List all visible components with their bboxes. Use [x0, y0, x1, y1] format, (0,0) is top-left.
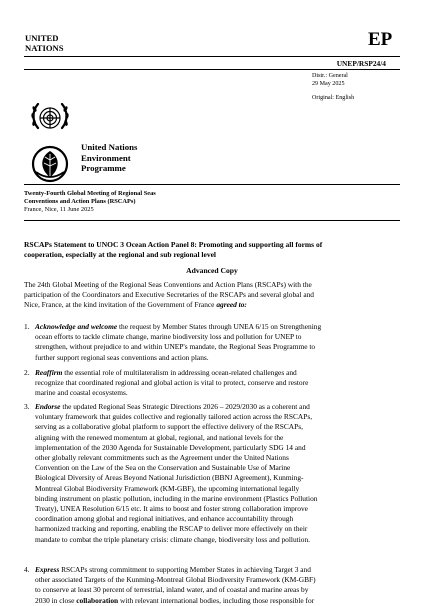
title-rule — [24, 220, 400, 221]
document-title: RSCAPs Statement to UNOC 3 Ocean Action Panel 8: Promoting and supporting all forms of cooperation, especially at the regional and sub regional level — [24, 240, 323, 259]
meeting-info: Twenty-Fourth Global Meeting of Regional Seas Conventions and Action Plans (RSCAPs) France, Nice, 11 June 2025 — [24, 190, 156, 213]
meeting-rule — [24, 184, 400, 185]
unep-name: United Nations Environment Programme — [81, 142, 138, 174]
un-emblem-icon — [28, 97, 72, 141]
header-rule — [24, 56, 400, 57]
list-item: 1. Acknowledge and welcome the request by Member States through UNEA 6/15 on Strengthening ocean efforts to tackle climate change, marine biodiversity loss and pollution for UNEP to strengthen, without prejudice to and within UNEP's mandate, the Regional Seas Programme to further support regional seas conventions and action plans. — [24, 322, 322, 362]
date: 29 May 2025 — [312, 80, 345, 87]
document-symbol: UNEP/RSP24/4 — [336, 59, 386, 68]
ep-symbol: EP — [368, 29, 393, 50]
list-item: 2. Reaffirm the essential role of multilateralism in addressing ocean-related challenges and recognize that coordinated regional and global action is vital to protect, conserve and restore marine and coastal ecosystems. — [24, 368, 309, 398]
header-rule-2 — [24, 69, 400, 70]
list-item: 3. Endorse the updated Regional Seas Strategic Directions 2026 – 2029/2030 as a coherent and voluntary framework that guides collective and regionally tailored action across the RSCAPs, serving as a collaborative global platform to support the effective delivery of the RSCAPs, aligning with the renewed momentum at global, regional, and national levels for the implementation of the 2030 Agenda for Sustainable Development, particularly SDG 14 and other globally relevant commitments such as the Agreement under the United Nations Convention on the Law of the Sea on the Conservation and Sustainable Use of Marine Biological Diversity of Areas Beyond National Jurisdiction (BBNJ Agreement), Kunming- Montreal Global Biodiversity Framework (KM-GBF), the upcoming international legally binding instrument on plastic pollution, including in the marine environment (Plastics Pollution Treaty), UNEA Resolution 6/15 etc. It aims to boost and foster strong collaboration improve coordination among global and regional initiatives, and enhance accountability through harmonized tracking and reporting, enabling the RSCAP to deliver more effectively on their mandate to combat the triple planetary crisis: climate change, biodiversity loss and pollution. — [24, 402, 318, 544]
advanced-copy-heading: Advanced Copy — [186, 266, 238, 275]
list-item: 4. Express RSCAPs strong commitment to supporting Member States in achieving Target 3 and other associated Targets of the Kunming-Montreal Global Biodiversity Framework (KM-GBF) to conserve at least 30 percent of terrestrial, inland water, and of coastal and marine areas by 2030 in close collaboration with relevant international bodies, including those responsible for — [35, 565, 400, 606]
organization-name: UNITED NATIONS — [25, 33, 64, 53]
distribution: Distr.: General — [312, 73, 348, 79]
list-item-line: 2030 in close collaboration with relevant international bodies, including those responsible for — [35, 595, 315, 605]
intro-paragraph: The 24th Global Meeting of the Regional Seas Conventions and Action Plans (RSCAPs) with the participation of the Coordinators and Executive Secretaries of the RSCAPs and several global and Nice, France, at the kind invitation of the Government of France agreed to: — [24, 280, 315, 310]
original-language: Original: English — [312, 95, 355, 101]
unep-emblem-icon — [28, 142, 72, 186]
